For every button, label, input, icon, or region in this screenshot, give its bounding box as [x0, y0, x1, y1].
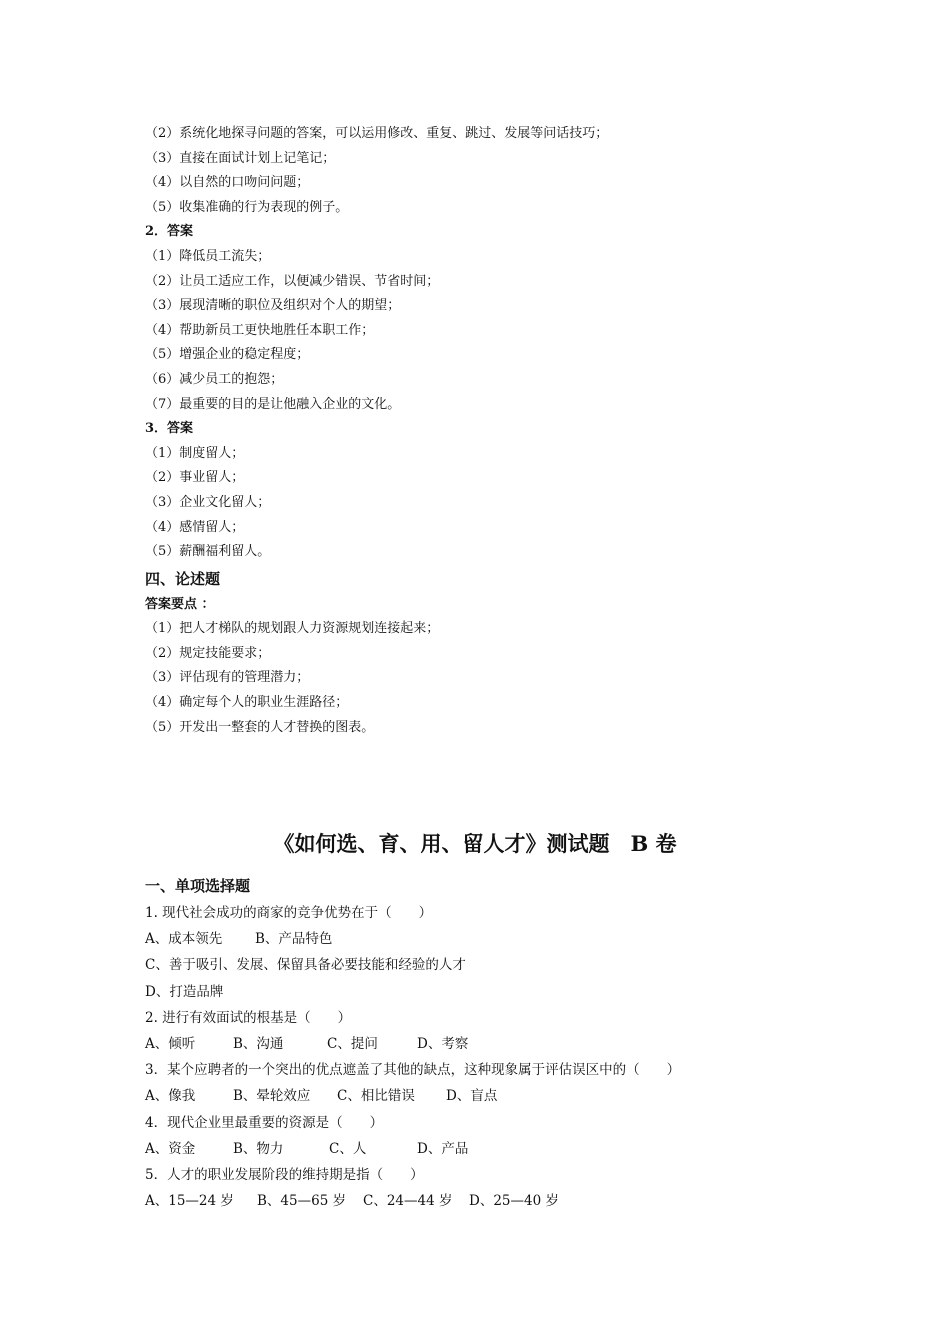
option: B、晕轮效应: [233, 1088, 311, 1105]
question-2: 2. 进行有效面试的根基是（ ）: [145, 1009, 352, 1026]
option: C、相比错误: [337, 1088, 415, 1105]
options-row: [145, 1031, 845, 1057]
answer-item: （5）增强企业的稳定程度；: [145, 347, 310, 363]
option: C、24—44 岁: [363, 1193, 453, 1210]
option: C、提问: [327, 1035, 378, 1052]
options-row: [145, 1136, 845, 1162]
option: B、45—65 岁: [257, 1193, 347, 1210]
options-row: [145, 926, 845, 952]
answer-item: （2）规定技能要求；: [145, 645, 271, 661]
exam-title: 《如何选、育、用、留人才》测试题 B 卷: [273, 831, 677, 856]
answer-item: （1）制度留人；: [145, 445, 245, 461]
options-row: [145, 1083, 845, 1109]
options-row: [145, 1188, 845, 1214]
option: A、15—24 岁: [145, 1193, 234, 1210]
question-1: 1. 现代社会成功的商家的竞争优势在于（ ）: [145, 905, 433, 921]
question-5: 5．人才的职业发展阶段的维持期是指（ ）: [145, 1166, 424, 1183]
option: D、产品: [417, 1140, 469, 1157]
option: D、25—40 岁: [469, 1193, 559, 1210]
answer-key-section: [145, 122, 845, 740]
option: A、倾听: [145, 1035, 196, 1052]
option: B、物力: [233, 1140, 284, 1157]
answer-heading-3: 3．答案: [145, 421, 194, 437]
option: D、盲点: [446, 1088, 498, 1105]
answer-item: （2）让员工适应工作，以便减少错误、节省时间；: [145, 273, 440, 289]
answer-heading-2: 2．答案: [145, 224, 194, 240]
option: D、考察: [417, 1035, 469, 1052]
answer-item: （7）最重要的目的是让他融入企业的文化。: [145, 396, 401, 412]
option: D、打造品牌: [145, 983, 224, 1000]
answer-item: （3）展现清晰的职位及组织对个人的期望；: [145, 298, 401, 314]
question-4: 4．现代企业里最重要的资源是（ ）: [145, 1114, 384, 1131]
answer-item: （4）确定每个人的职业生涯路径；: [145, 695, 349, 711]
option: A、成本领先: [145, 931, 223, 948]
answer-item: （3）企业文化留人；: [145, 494, 271, 510]
answer-item: （1）把人才梯队的规划跟人力资源规划连接起来；: [145, 621, 440, 637]
answer-item: （2）系统化地探寻问题的答案，可以运用修改、重复、跳过、发展等问话技巧；: [145, 126, 609, 141]
answer-item: （3）评估现有的管理潜力；: [145, 670, 310, 686]
answer-item: （5）薪酬福利留人。: [145, 544, 271, 560]
answer-item: （2）事业留人；: [145, 470, 245, 486]
option: A、像我: [145, 1088, 196, 1105]
answer-item: （3）直接在面试计划上记笔记；: [145, 150, 336, 166]
exam-b-section: [145, 872, 845, 1214]
section-heading-single-choice: 一、单项选择题: [145, 877, 251, 895]
question-3: 3．某个应聘者的一个突出的优点遮盖了其他的缺点，这种现象属于评估误区中的（ ）: [145, 1062, 681, 1079]
answer-item: （1）降低员工流失；: [145, 248, 271, 264]
answer-item: （4）感情留人；: [145, 519, 245, 535]
answer-item: （5）开发出一整套的人才替换的图表。: [145, 719, 375, 735]
section-heading-essay: 四、论述题: [145, 569, 221, 588]
answer-item: （6）减少员工的抱怨；: [145, 371, 284, 387]
option: B、产品特色: [255, 931, 333, 948]
option: C、善于吸引、发展、保留具备必要技能和经验的人才: [145, 957, 466, 974]
answer-item: （5）收集准确的行为表现的例子。: [145, 199, 349, 215]
option: B、沟通: [233, 1035, 284, 1052]
answer-item: （4）帮助新员工更快地胜任本职工作；: [145, 322, 375, 338]
option: A、资金: [145, 1140, 196, 1157]
answer-item: （4）以自然的口吻问问题；: [145, 175, 310, 191]
option: C、人: [329, 1140, 367, 1157]
answer-points-label: 答案要点 ：: [145, 596, 215, 612]
